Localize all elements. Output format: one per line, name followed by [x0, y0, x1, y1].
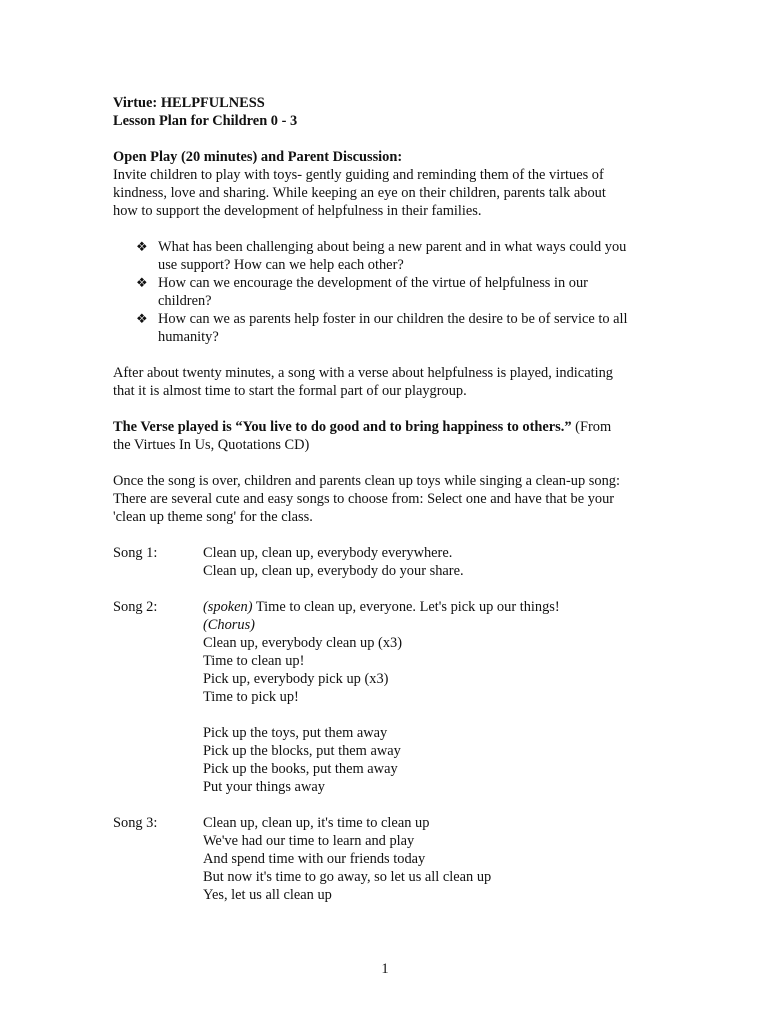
- chorus-tag: (Chorus): [203, 617, 255, 633]
- discussion-question: [136, 310, 658, 346]
- song-lyrics: [203, 598, 658, 796]
- lyric-line: Time to pick up!: [203, 689, 299, 705]
- song-label: Song 1:: [113, 545, 158, 561]
- song-3: [113, 814, 658, 904]
- open-play-heading: Open Play (20 minutes) and Parent Discussion:: [113, 149, 403, 165]
- verse-line: [113, 418, 658, 436]
- song-lyrics: [203, 814, 658, 904]
- lyric-line: [203, 598, 658, 616]
- diamond-bullet-icon: ❖: [136, 311, 148, 326]
- lyric-line: But now it's time to go away, so let us all clean up: [203, 869, 492, 885]
- cleanup-paragraph: [113, 472, 658, 526]
- lyric-line: We've had our time to learn and play: [203, 833, 415, 849]
- verse-paragraph: [113, 418, 658, 454]
- discussion-question-list: [113, 238, 658, 346]
- song-2: [113, 598, 658, 796]
- paragraph-line: Invite children to play with toys- gently guiding and reminding them of the virtues of: [113, 167, 604, 183]
- song-label: Song 2:: [113, 599, 158, 615]
- discussion-question: [136, 238, 658, 274]
- lyric-line: Time to clean up!: [203, 653, 305, 669]
- verse-source-start: (From: [571, 419, 612, 435]
- paragraph-line: how to support the development of helpfulness in their families.: [113, 203, 482, 219]
- virtue-title: Virtue: HELPFULNESS: [113, 95, 265, 111]
- lyric-line: Pick up the toys, put them away: [203, 725, 388, 741]
- verse-quote: The Verse played is “You live to do good and to bring happiness to others.”: [113, 419, 572, 435]
- discussion-question: [136, 274, 658, 310]
- lesson-plan-subtitle: Lesson Plan for Children 0 - 3: [113, 113, 298, 129]
- question-line: use support? How can we help each other?: [158, 257, 404, 273]
- diamond-bullet-icon: ❖: [136, 275, 148, 290]
- paragraph-line: kindness, love and sharing. While keeping an eye on their children, parents talk about: [113, 185, 606, 201]
- paragraph-line: After about twenty minutes, a song with a verse about helpfulness is played, indicating: [113, 365, 613, 381]
- lyric-line: Clean up, clean up, everybody everywhere.: [203, 545, 453, 561]
- question-line: What has been challenging about being a new parent and in what ways could you: [158, 239, 627, 255]
- song-lyrics: [203, 544, 658, 580]
- song-label: Song 3:: [113, 815, 158, 831]
- lyric-line: Pick up the blocks, put them away: [203, 743, 401, 759]
- question-line: How can we as parents help foster in our children the desire to be of service to all: [158, 311, 628, 327]
- verse-source: the Virtues In Us, Quotations CD): [113, 437, 310, 453]
- lyric-line: [203, 616, 658, 634]
- question-line: children?: [158, 293, 212, 309]
- paragraph-line: There are several cute and easy songs to choose from: Select one and have that be your: [113, 491, 615, 507]
- song-1: [113, 544, 658, 580]
- spoken-text: Time to clean up, everyone. Let's pick up our things!: [252, 599, 560, 615]
- lyric-line: Put your things away: [203, 779, 325, 795]
- open-play-paragraph: [113, 166, 658, 220]
- diamond-bullet-icon: ❖: [136, 239, 148, 254]
- after-twenty-minutes-paragraph: [113, 364, 658, 400]
- lyric-line: And spend time with our friends today: [203, 851, 426, 867]
- lyric-line: Pick up, everybody pick up (x3): [203, 671, 389, 687]
- lyric-line: Clean up, everybody clean up (x3): [203, 635, 403, 651]
- lyric-line: Pick up the books, put them away: [203, 761, 398, 777]
- document-body: [113, 94, 658, 904]
- paragraph-line: that it is almost time to start the formal part of our playgroup.: [113, 383, 467, 399]
- question-line: humanity?: [158, 329, 219, 345]
- lyric-line: Clean up, clean up, it's time to clean up: [203, 815, 430, 831]
- question-line: How can we encourage the development of the virtue of helpfulness in our: [158, 275, 588, 291]
- spoken-tag: (spoken): [203, 599, 253, 615]
- lyric-line: Yes, let us all clean up: [203, 887, 332, 903]
- paragraph-line: Once the song is over, children and parents clean up toys while singing a clean-up song:: [113, 473, 620, 489]
- paragraph-line: 'clean up theme song' for the class.: [113, 509, 313, 525]
- page-number: 1: [381, 961, 389, 977]
- lyric-line: Clean up, clean up, everybody do your share.: [203, 563, 464, 579]
